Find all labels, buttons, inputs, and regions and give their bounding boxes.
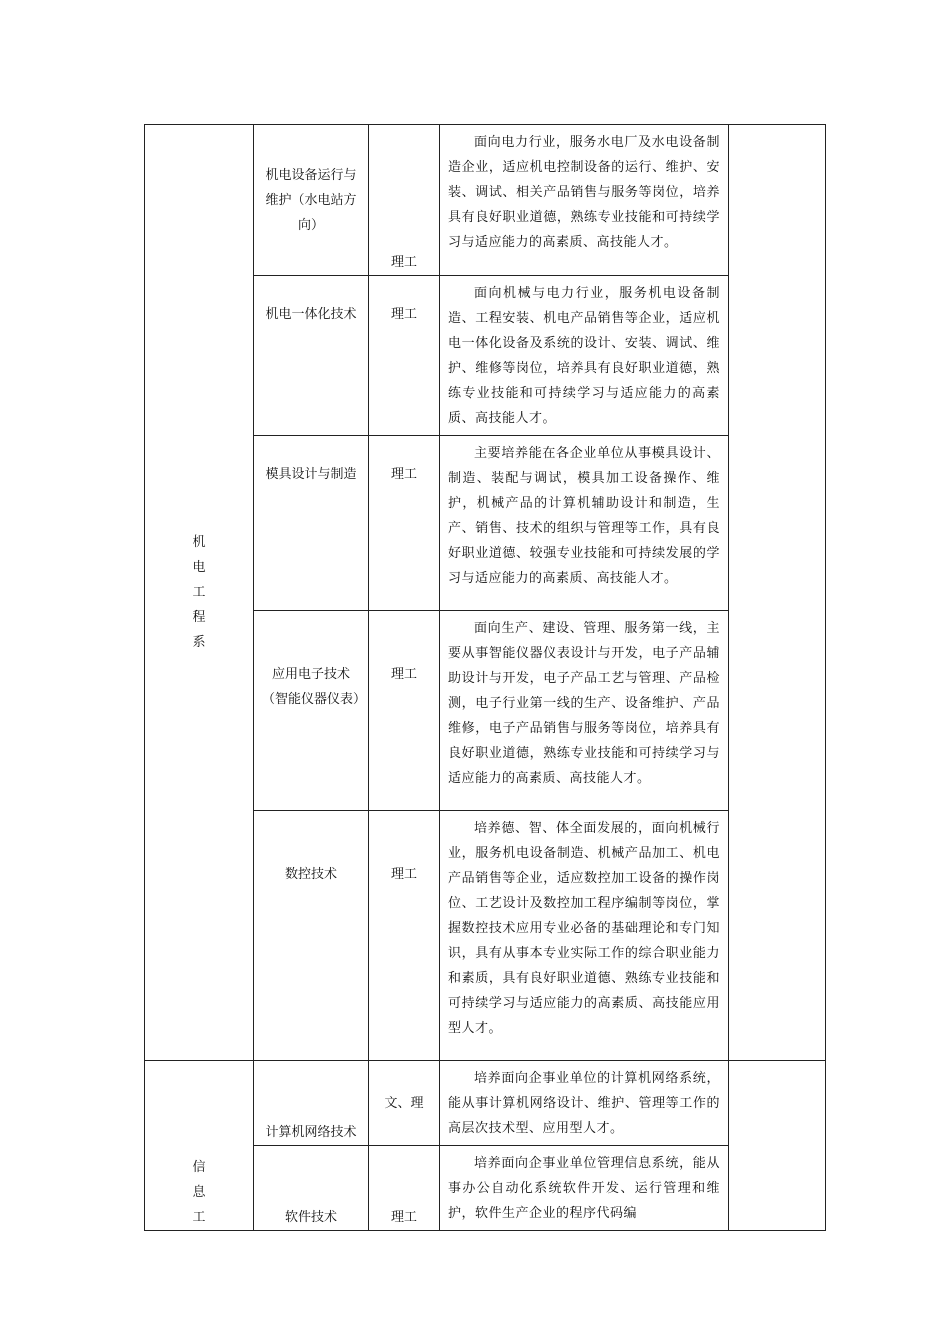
description-cell [440,436,729,611]
table-row [145,125,826,276]
description-text: 培养面向企事业单位管理信息系统，能从事办公自动化系统软件开发、运行管理和维护，软件生产企业的程序代码编 [448,1156,720,1221]
majors-table [144,124,826,1231]
major-cell [254,436,369,611]
description-cell [440,811,729,1061]
description-cell [440,125,729,276]
category-cell [369,1146,440,1231]
major-cell [254,1146,369,1231]
major-name: 计算机网络技术 [265,1125,357,1140]
description-text: 面向机械与电力行业，服务机电设备制造、工程安装、机电产品销售等企业，适应机电一体化设备及系统的设计、安装、调试、维护、维修等岗位，培养具有良好职业道德，熟练专业技能和可持续学习与适应能力的高素质、高技能人才。 [448,286,720,426]
category-cell [369,1061,440,1146]
description-cell [440,1061,729,1146]
major-cell [254,811,369,1061]
major-name: 机电一体化技术 [265,307,357,322]
blank-cell [729,125,826,1061]
department-cell [145,1061,254,1231]
category-text: 理工 [390,255,417,270]
department-name: 信息工 [192,1160,206,1225]
description-cell [440,276,729,436]
category-text: 理工 [390,667,417,682]
major-name: 应用电子技术（智能仪器仪表） [262,667,367,707]
category-text: 理工 [390,307,417,322]
description-text: 面向电力行业，服务水电厂及水电设备制造企业，适应机电控制设备的运行、维护、安装、调试、相关产品销售与服务等岗位，培养具有良好职业道德，熟练专业技能和可持续学习与适应能力的高素质、高技能人才。 [448,135,720,250]
category-text: 文、理 [384,1095,424,1111]
major-cell [254,1061,369,1146]
description-text: 面向生产、建设、管理、服务第一线，主要从事智能仪器仪表设计与开发，电子产品辅助设计与开发，电子产品工艺与管理、产品检测，电子行业第一线的生产、设备维护、产品维修，电子产品销售与服务等岗位，培养具有良好职业道德，熟练专业技能和可持续学习与适应能力的高素质、高技能人才。 [448,621,720,786]
category-cell [369,611,440,811]
description-text: 主要培养能在各企业单位从事模具设计、制造、装配与调试，模具加工设备操作、维护，机械产品的计算机辅助设计和制造，生产、销售、技术的组织与管理等工作，具有良好职业道德、较强专业技能和可持续发展的学习与适应能力的高素质、高技能人才。 [448,446,720,586]
department-cell [145,125,254,1061]
major-name: 模具设计与制造 [265,467,357,482]
category-text: 理工 [390,867,417,882]
major-name: 机电设备运行与维护（水电站方向） [265,167,357,233]
major-cell [254,276,369,436]
category-cell [369,276,440,436]
major-name: 数控技术 [284,867,337,882]
major-cell [254,611,369,811]
category-text: 理工 [390,1210,417,1225]
major-name: 软件技术 [284,1210,337,1225]
description-cell [440,1146,729,1231]
category-cell [369,811,440,1061]
category-cell [369,125,440,276]
description-cell [440,611,729,811]
description-text: 培养面向企事业单位的计算机网络系统，能从事计算机网络设计、维护、管理等工作的高层次技术型、应用型人才。 [448,1071,720,1136]
category-cell [369,436,440,611]
blank-cell [729,1061,826,1231]
description-text: 培养德、智、体全面发展的，面向机械行业，服务机电设备制造、机械产品加工、机电产品销售等企业，适应数控加工设备的操作岗位、工艺设计及数控加工程序编制等岗位，掌握数控技术应用专业必备的基础理论和专门知识，具有从事本专业实际工作的综合职业能力和素质，具有良好职业道德、熟练专业技能和可持续学习与适应能力的高素质、高技能应用型人才。 [448,821,720,1036]
major-cell [254,125,369,276]
category-text: 理工 [390,467,417,482]
table-row [145,1061,826,1146]
department-name: 机电工程系 [192,535,206,650]
